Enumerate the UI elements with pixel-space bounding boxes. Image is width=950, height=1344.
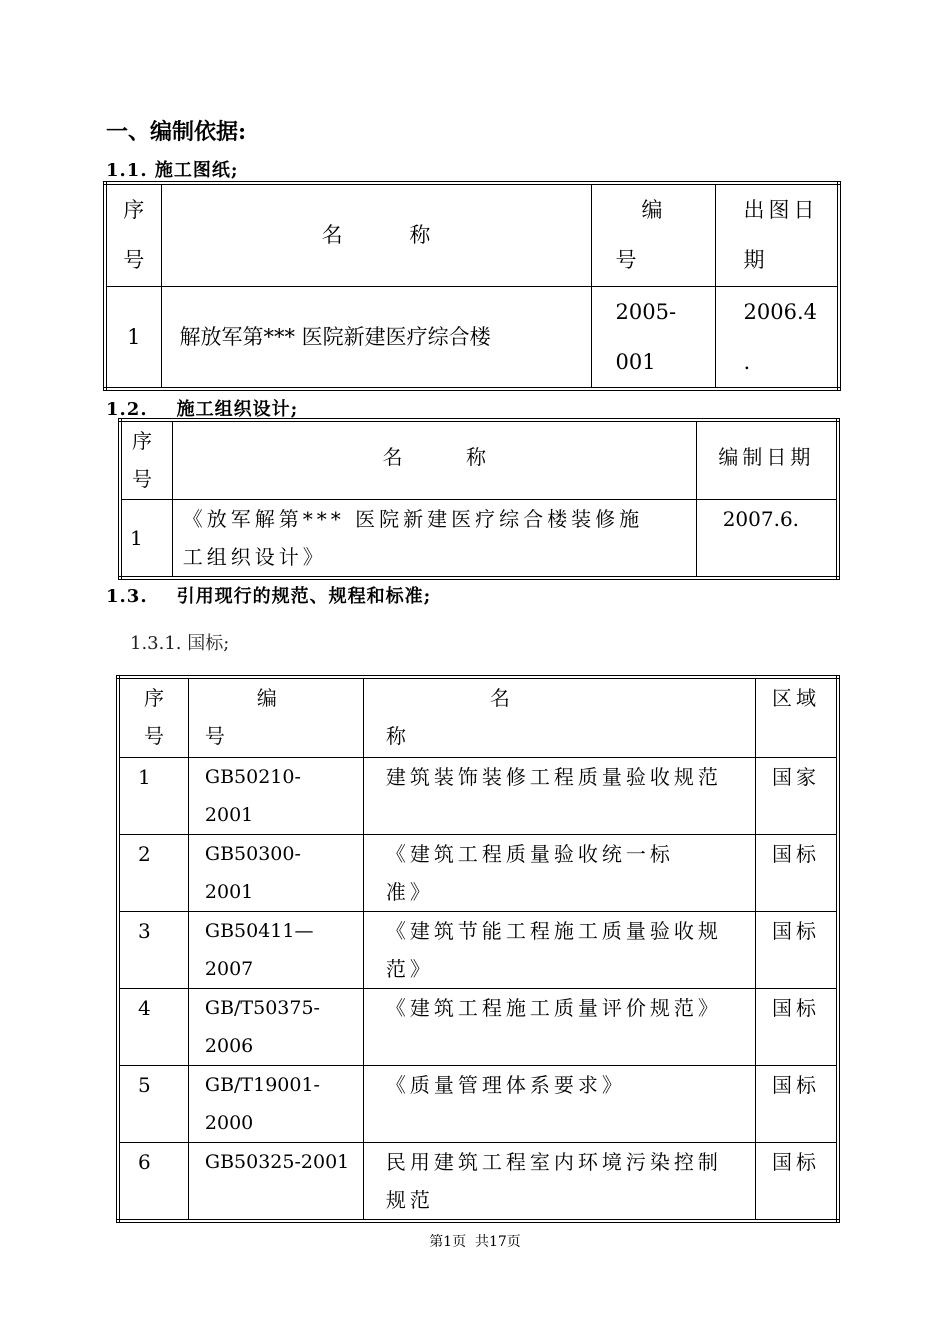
cell-seq: 1 xyxy=(118,757,188,834)
cell-area: 国家 xyxy=(756,757,838,834)
cell-name: 《建筑节能工程施工质量验收规 范》 xyxy=(363,911,755,988)
header-date: 编制日期 xyxy=(696,420,838,499)
cell-seq: 2 xyxy=(118,834,188,911)
cell-number: GB50325-2001 xyxy=(188,1142,363,1221)
cell-number: GB50411—2007 xyxy=(188,911,363,988)
cell-name: 解放军第*** 医院新建医疗综合楼 xyxy=(161,286,591,389)
cell-seq: 1 xyxy=(105,286,161,389)
cell-name: 《放军解第*** 医院新建医疗综合楼装修施 工组织设计》 xyxy=(172,499,696,578)
cell-number: GB50300- 2001 xyxy=(188,834,363,911)
header-name: 名 称 xyxy=(172,420,696,499)
table-row xyxy=(120,499,838,578)
cell-area: 国标 xyxy=(756,911,838,988)
table-row xyxy=(118,1065,838,1142)
table-header-row xyxy=(105,183,839,286)
cell-number: GB50210- 2001 xyxy=(188,757,363,834)
header-date: 出图日 期 xyxy=(715,183,839,286)
table-row xyxy=(118,1142,838,1221)
header-seq: 序 号 xyxy=(120,420,172,499)
cell-area: 国标 xyxy=(756,834,838,911)
cell-seq: 3 xyxy=(118,911,188,988)
table-row xyxy=(105,286,839,389)
header-area: 区域 xyxy=(756,677,838,757)
section-1-2-heading: 1.2. 施工组织设计; xyxy=(106,399,299,420)
table-row xyxy=(118,757,838,834)
table-row xyxy=(118,988,838,1065)
cell-number: 2005- 001 xyxy=(591,286,715,389)
cell-name: 《建筑工程质量验收统一标 准》 xyxy=(363,834,755,911)
cell-name: 《建筑工程施工质量评价规范》 xyxy=(363,988,755,1065)
section-1-3-heading: 1.3. 引用现行的规范、规程和标准; xyxy=(106,586,432,607)
cell-seq: 1 xyxy=(120,499,172,578)
cell-number: GB/T50375- 2006 xyxy=(188,988,363,1065)
section-1-3-1-heading: 1.3.1. 国标; xyxy=(130,633,230,654)
cell-name: 建筑装饰装修工程质量验收规范 xyxy=(363,757,755,834)
standards-table xyxy=(116,675,840,1223)
header-number: 编 号 xyxy=(591,183,715,286)
table-header-row xyxy=(120,420,838,499)
drawings-table xyxy=(103,181,841,391)
table-header-row xyxy=(118,677,838,757)
cell-area: 国标 xyxy=(756,1142,838,1221)
cell-seq: 5 xyxy=(118,1065,188,1142)
cell-area: 国标 xyxy=(756,1065,838,1142)
header-seq: 序 号 xyxy=(105,183,161,286)
cell-area: 国标 xyxy=(756,988,838,1065)
header-number: 编 号 xyxy=(188,677,363,757)
table-row xyxy=(118,834,838,911)
header-seq: 序 号 xyxy=(118,677,188,757)
construction-design-table xyxy=(118,418,840,580)
cell-seq: 6 xyxy=(118,1142,188,1221)
main-heading: 一、编制依据: xyxy=(106,119,247,145)
page-footer: 第1页 共17页 xyxy=(429,1234,521,1250)
header-name: 名 称 xyxy=(161,183,591,286)
cell-name: 民用建筑工程室内环境污染控制 规范 xyxy=(363,1142,755,1221)
cell-name: 《质量管理体系要求》 xyxy=(363,1065,755,1142)
cell-seq: 4 xyxy=(118,988,188,1065)
section-1-1-heading: 1.1. 施工图纸; xyxy=(106,160,239,181)
cell-date: 2006.4 . xyxy=(715,286,839,389)
cell-number: GB/T19001- 2000 xyxy=(188,1065,363,1142)
table-row xyxy=(118,911,838,988)
cell-date: 2007.6. xyxy=(696,499,838,578)
header-name: 名 称 xyxy=(363,677,755,757)
